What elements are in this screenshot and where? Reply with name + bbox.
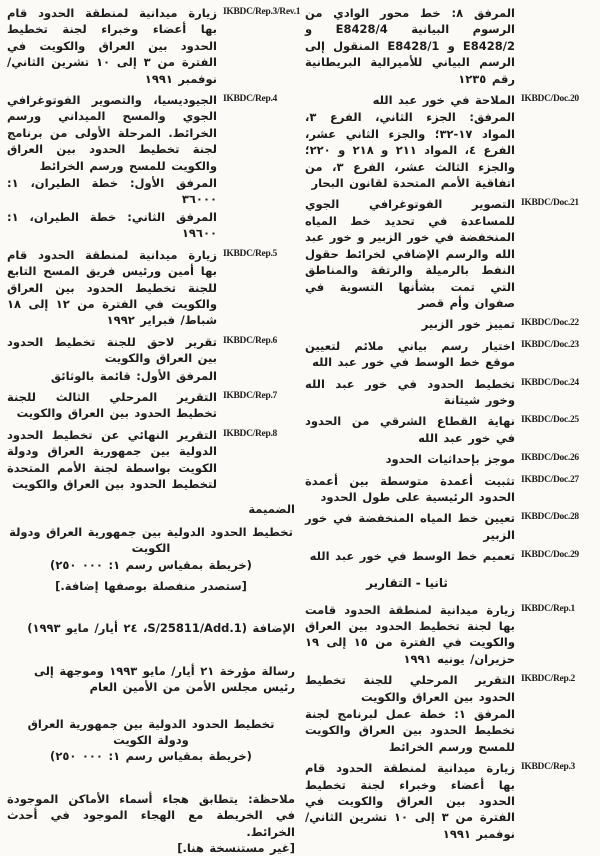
doc-description [7,334,217,385]
doc-annex-note: المرفق الأول: خطة الطيران، ١: ٣٦٠٠٠ [7,176,217,207]
enclosure-map-scale: (خريطة بمقياس رسم ١: ٠٠٠ ٢٥٠) [50,557,252,572]
doc-symbol: IKBDC/Rep.6 [223,335,277,346]
doc-entry [305,196,593,312]
doc-description [7,427,217,494]
doc-symbol [521,5,593,88]
right-column [305,5,593,856]
doc-entry [305,451,593,468]
doc-symbol: IKBDC/Doc.20 [521,94,579,105]
doc-title: تعميم خط الوسط في خور عبد الله [309,549,515,564]
doc-symbol: IKBDC/Doc.22 [521,318,579,329]
doc-title: تمييز خور الزبير [421,317,515,332]
doc-symbol: IKBDC/Doc.24 [521,377,579,388]
addendum-line: الإضافة (S/25811/Add.1، ٢٤ أيار/ مايو ١٩٩٣) [27,621,295,636]
doc-entry [305,376,593,410]
report-entry [7,247,295,330]
doc-title: موجز بإحداثيات الحدود [385,452,515,467]
spelling-note: ملاحظة: يتطابق هجاء أسماء الأماكن الموجودة في الخريطة مع الهجاء الموجود في أحدث الخرائط. [7,791,295,839]
doc-title: الملاحة في خور عبد الله [372,93,515,108]
doc-title: نهاية القطاع الشرقي من الحدود في خور عبد الله [305,414,515,445]
map-title-line1: تخطيط الحدود الدولية بين جمهورية العراق [27,716,275,731]
doc-description [305,92,515,192]
doc-title: التقرير النهائي عن تخطيط الحدود الدولية بين جمهورية العراق ودولة الكويت بواسطة لجنة الأمم المتحدة لتخطيط الحدود بين العراق والكويت [7,427,217,491]
report-entry [7,427,295,494]
doc-description [305,510,515,544]
doc-entry [305,338,593,372]
doc-description [305,548,515,565]
doc-title: التصوير الفوتوغرافي الجوي للمساعدة في تحديد خط المياه المنخفضة في خور الزبير و خور عبد الله والرسم الإضافي لخرائط حقول النفط بالرميلة والرتقة والمناطق التي تمت بشأنها التسوية في صفوان وأم قصر [305,197,515,310]
annex-8-text: المرفق ٨: خط محور الوادي من الرسوم البيانية E8428/4 و E8428/2 و E8428/1 المنقول إلى الرسم البياني للأميرالية البريطانية رقم ١٢٣٥ [305,6,515,86]
report-entry [7,334,295,385]
enclosure-issue-note: [ستصدر منفصلة بوصفها إضافة.] [55,579,247,593]
doc-title: تثبيت أعمدة متوسطة بين أعمدة الحدود الرئيسية على طول الحدود [305,473,515,504]
doc-entry [305,548,593,565]
report-entry [305,760,593,843]
doc-symbol: IKBDC/Doc.28 [521,512,579,523]
doc-symbol: IKBDC/Doc.23 [521,339,579,350]
doc-title: زيارة ميدانية لمنطقة الحدود قام بها أعضاء وخبراء لجنة تخطيط الحدود بين العراق والكويت في الفترة من ٣ إلى ١٠ تشرين الثاني/ نوفمبر ١٩٩١ [7,6,217,86]
doc-title: زيارة ميدانية لمنطقة الحدود قامت بها لجنة تخطيط الحدود بين العراق والكويت في الفترة من ١٥ إلى ١٩ حزيران/ يونيه ١٩٩١ [305,602,516,666]
doc-description [7,247,217,330]
report-entry [7,5,301,88]
doc-title: تقرير لاحق للجنة تخطيط الحدود بين العراق والكويت [7,334,217,366]
doc-annex-note: المرفق ١: خطة عمل لبرنامج لجنة تخطيط الحدود بين العراق والكويت للمسح ورسم الخرائط [305,707,515,754]
doc-description [305,413,515,447]
doc-entry [305,316,593,333]
doc-title: زيارة ميدانية لمنطقة الحدود قام بها أعضاء وخبراء لجنة تخطيط الحدود بين العراق والكويت في الفترة من ٣ إلى ١٠ تشرين الثاني/ نوفمبر ١٩٩١ [305,761,515,841]
doc-symbol: IKBDC/Doc.25 [521,415,579,426]
not-reproduced-note: [غير مستنسخة هنا.] [177,841,295,856]
doc-annex-note: المرفق: الجزء الثاني، الفرع ٣، المواد ١٧-٣٢؛ والجزء الثاني عشر، الفرع ٤، المواد ٢١١ و ٢١٨ و ٢٢٠؛ والجزء الثالث عشر، الفرع ٣، من اتفاقية الأمم المتحدة لقانون البحار [305,110,516,191]
doc-title: تعيين خط المياه المنخفضة في خور الزبير [305,511,515,542]
doc-description [305,338,515,372]
addendum-section [7,620,295,636]
report-entry [7,92,295,243]
doc-title: تخطيط الحدود في خور عبد الله وخور شيتانة [305,376,515,407]
doc-symbol: IKBDC/Rep.3/Rev.1 [223,7,301,17]
doc-entry-continuation [305,5,593,88]
doc-symbol: IKBDC/Doc.29 [521,550,579,561]
enclosure-heading: الضميمة [248,502,295,517]
doc-entry [305,92,593,192]
doc-description [305,602,515,669]
doc-symbol: IKBDC/Rep.2 [521,674,575,685]
spelling-note-section [7,791,295,856]
doc-symbol: IKBDC/Rep.8 [223,428,277,439]
report-entry [305,602,593,669]
map-title-section [7,716,295,765]
letter-section [7,663,295,696]
doc-description [7,5,217,88]
doc-description [305,196,515,312]
doc-description [305,672,515,756]
doc-title: الجيوديسيا، والتصوير الفوتوغرافي الجوي والمسح الميداني ورسم الخرائط. المرحلة الأولى من برنامج لجنة تخطيط الحدود بين العراق والكويت للمسح ورسم الخرائط [7,93,217,173]
enclosure-title: تخطيط الحدود الدولية بين جمهورية العراق ودولة الكويت [9,524,293,556]
doc-annex-note: المرفق الثاني: خطة الطيران، ١: ١٩٦٠٠ [7,209,217,241]
left-column [7,5,301,856]
doc-title: التقرير المرحلي للجنة تخطيط الحدود بين العراق والكويت [305,673,515,704]
doc-description [305,473,515,507]
doc-symbol: IKBDC/Doc.26 [521,453,579,464]
doc-title: التقرير المرحلي الثالث للجنة تخطيط الحدود بين العراق والكويت [7,389,217,421]
doc-description [7,389,217,423]
doc-symbol: IKBDC/Rep.3 [521,762,575,773]
doc-entry [305,510,593,544]
doc-title: اختيار رسم بياني ملائم لتعيين موقع خط الوسط في خور عبد الله [305,338,515,370]
doc-description [305,760,515,843]
doc-description [7,92,217,243]
doc-symbol: IKBDC/Rep.1 [521,603,575,614]
doc-entry [305,413,593,447]
doc-title: زيارة ميدانية لمنطقة الحدود قام بها أمين ورئيس فريق المسح التابع للجنة تخطيط الحدود بين العراق والكويت في الفترة من ١٢ إلى ١٨ شباط/ فبراير ١٩٩٢ [7,247,218,328]
map-scale: (خريطة بمقياس رسم ١: ٠٠٠ ٢٥٠) [50,749,252,764]
doc-entry [305,473,593,507]
section-heading-reports: ثانيا - التقارير [366,575,448,590]
doc-symbol: IKBDC/Rep.7 [223,390,277,401]
doc-symbol: IKBDC/Rep.5 [223,248,277,259]
report-entry [305,672,593,756]
doc-description [305,5,515,88]
doc-description [305,376,515,410]
doc-symbol: IKBDC/Doc.21 [521,198,579,209]
doc-description [305,451,515,468]
doc-annex-note: المرفق الأول: قائمة بالوثائق [50,368,217,383]
letter-title: رسالة مؤرخة ٢١ أيار/ مايو ١٩٩٣ وموجهة إلى رئيس مجلس الأمن من الأمين العام [33,663,295,695]
report-entry [7,389,295,423]
doc-symbol: IKBDC/Doc.27 [521,474,579,485]
doc-description [305,316,515,333]
map-title-line2: ودولة الكويت [113,733,189,748]
doc-symbol: IKBDC/Rep.4 [223,94,277,105]
enclosure-section [7,501,295,594]
